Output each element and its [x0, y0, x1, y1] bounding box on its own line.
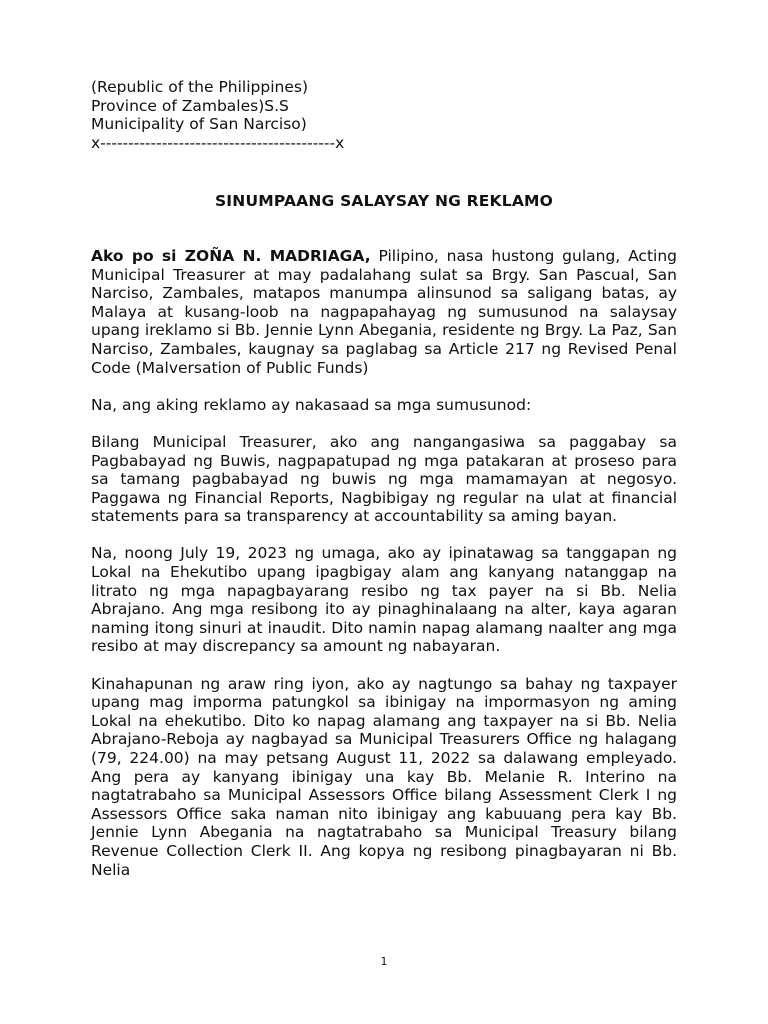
page-number: 1 — [380, 955, 388, 968]
header-separator: x------------------------------------------x — [91, 133, 345, 152]
document-title: SINUMPAANG SALAYSAY NG REKLAMO — [214, 192, 554, 211]
paragraph-role: Bilang Municipal Treasurer, ako ang nangangasiwa sa paggabay sa Pagbabayad ng Buwis, nagpapatupad ng mga patakaran at proseso para sa tamang pagbabayad ng buwis ng mga mamamayan at negosyo. Paggawa ng Financial Reports, Nagbibigay ng regular na ulat at financial statements para sa transparency at accountability sa aming bayan. — [91, 432, 677, 526]
paragraph-july-19: Na, noong July 19, 2023 ng umaga, ako ay ipinatawag sa tanggapan ng Lokal na Ehekutibo upang ipagbigay alam ang kanyang natanggap na litrato ng mga napagbayarang resibo ng tax payer na si Bb. Nelia Abrajano. Ang mga resibong ito ay pinaghinalaang na alter, kaya agaran naming itong sinuri at inaudit. Dito namin napag alamang naalter ang mga resibo at may discrepancy sa amount ng nabayaran. — [91, 544, 677, 656]
header-republic: (Republic of the Philippines) — [91, 78, 309, 96]
intro-text: Pilipino, nasa hustong gulang, Acting Municipal Treasurer at may padalahang sulat sa Brgy. San Pascual, San Narciso, Zambales, matapos manumpa alinsunod sa saligang batas, ay Malaya at kusang-loob na nagpapahayag ng sumusunod na salaysay upang ireklamo si Bb. Jennie Lynn Abegania, residente ng Brgy. La Paz, San Narciso, Zambales, kaugnay sa paglabag sa Article 217 ng Revised Penal Code (Malversation of Public Funds) — [91, 246, 677, 377]
paragraph-complaint-lead: Na, ang aking reklamo ay nakasaad sa mga sumusunod: — [91, 395, 532, 414]
document-page — [91, 78, 677, 879]
document-header — [91, 78, 677, 152]
header-municipality: Municipality of San Narciso) — [91, 115, 307, 134]
paragraph-afternoon: Kinahapunan ng araw ring iyon, ako ay nagtungo sa bahay ng taxpayer upang mag imporma patungkol sa ibinigay na impormasyon ng aming Lokal na ehekutibo. Dito ko napag alamang ang taxpayer na si Bb. Nelia Abrajano-Reboja ay nagbayad sa Municipal Treasurers Office ng halagang (79, 224.00) na may petsang August 11, 2022 sa dalawang empleyado. Ang pera ay kanyang ibinigay una kay Bb. Melanie R. Interino na nagtatrabaho sa Municipal Assessors Office bilang Assessment Clerk I ng Assessors Office saka naman nito ibinigay ang kabuuang pera kay Bb. Jennie Lynn Abegania na nagtatrabaho sa Municipal Treasury bilang Revenue Collection Clerk II. Ang kopya ng resibong pinagbayaran ni Bb. Nelia — [91, 674, 677, 879]
paragraph-intro — [91, 247, 677, 377]
affiant-name: Ako po si ZOÑA N. MADRIAGA, — [91, 246, 371, 265]
header-province: Province of Zambales)S.S — [91, 96, 289, 115]
